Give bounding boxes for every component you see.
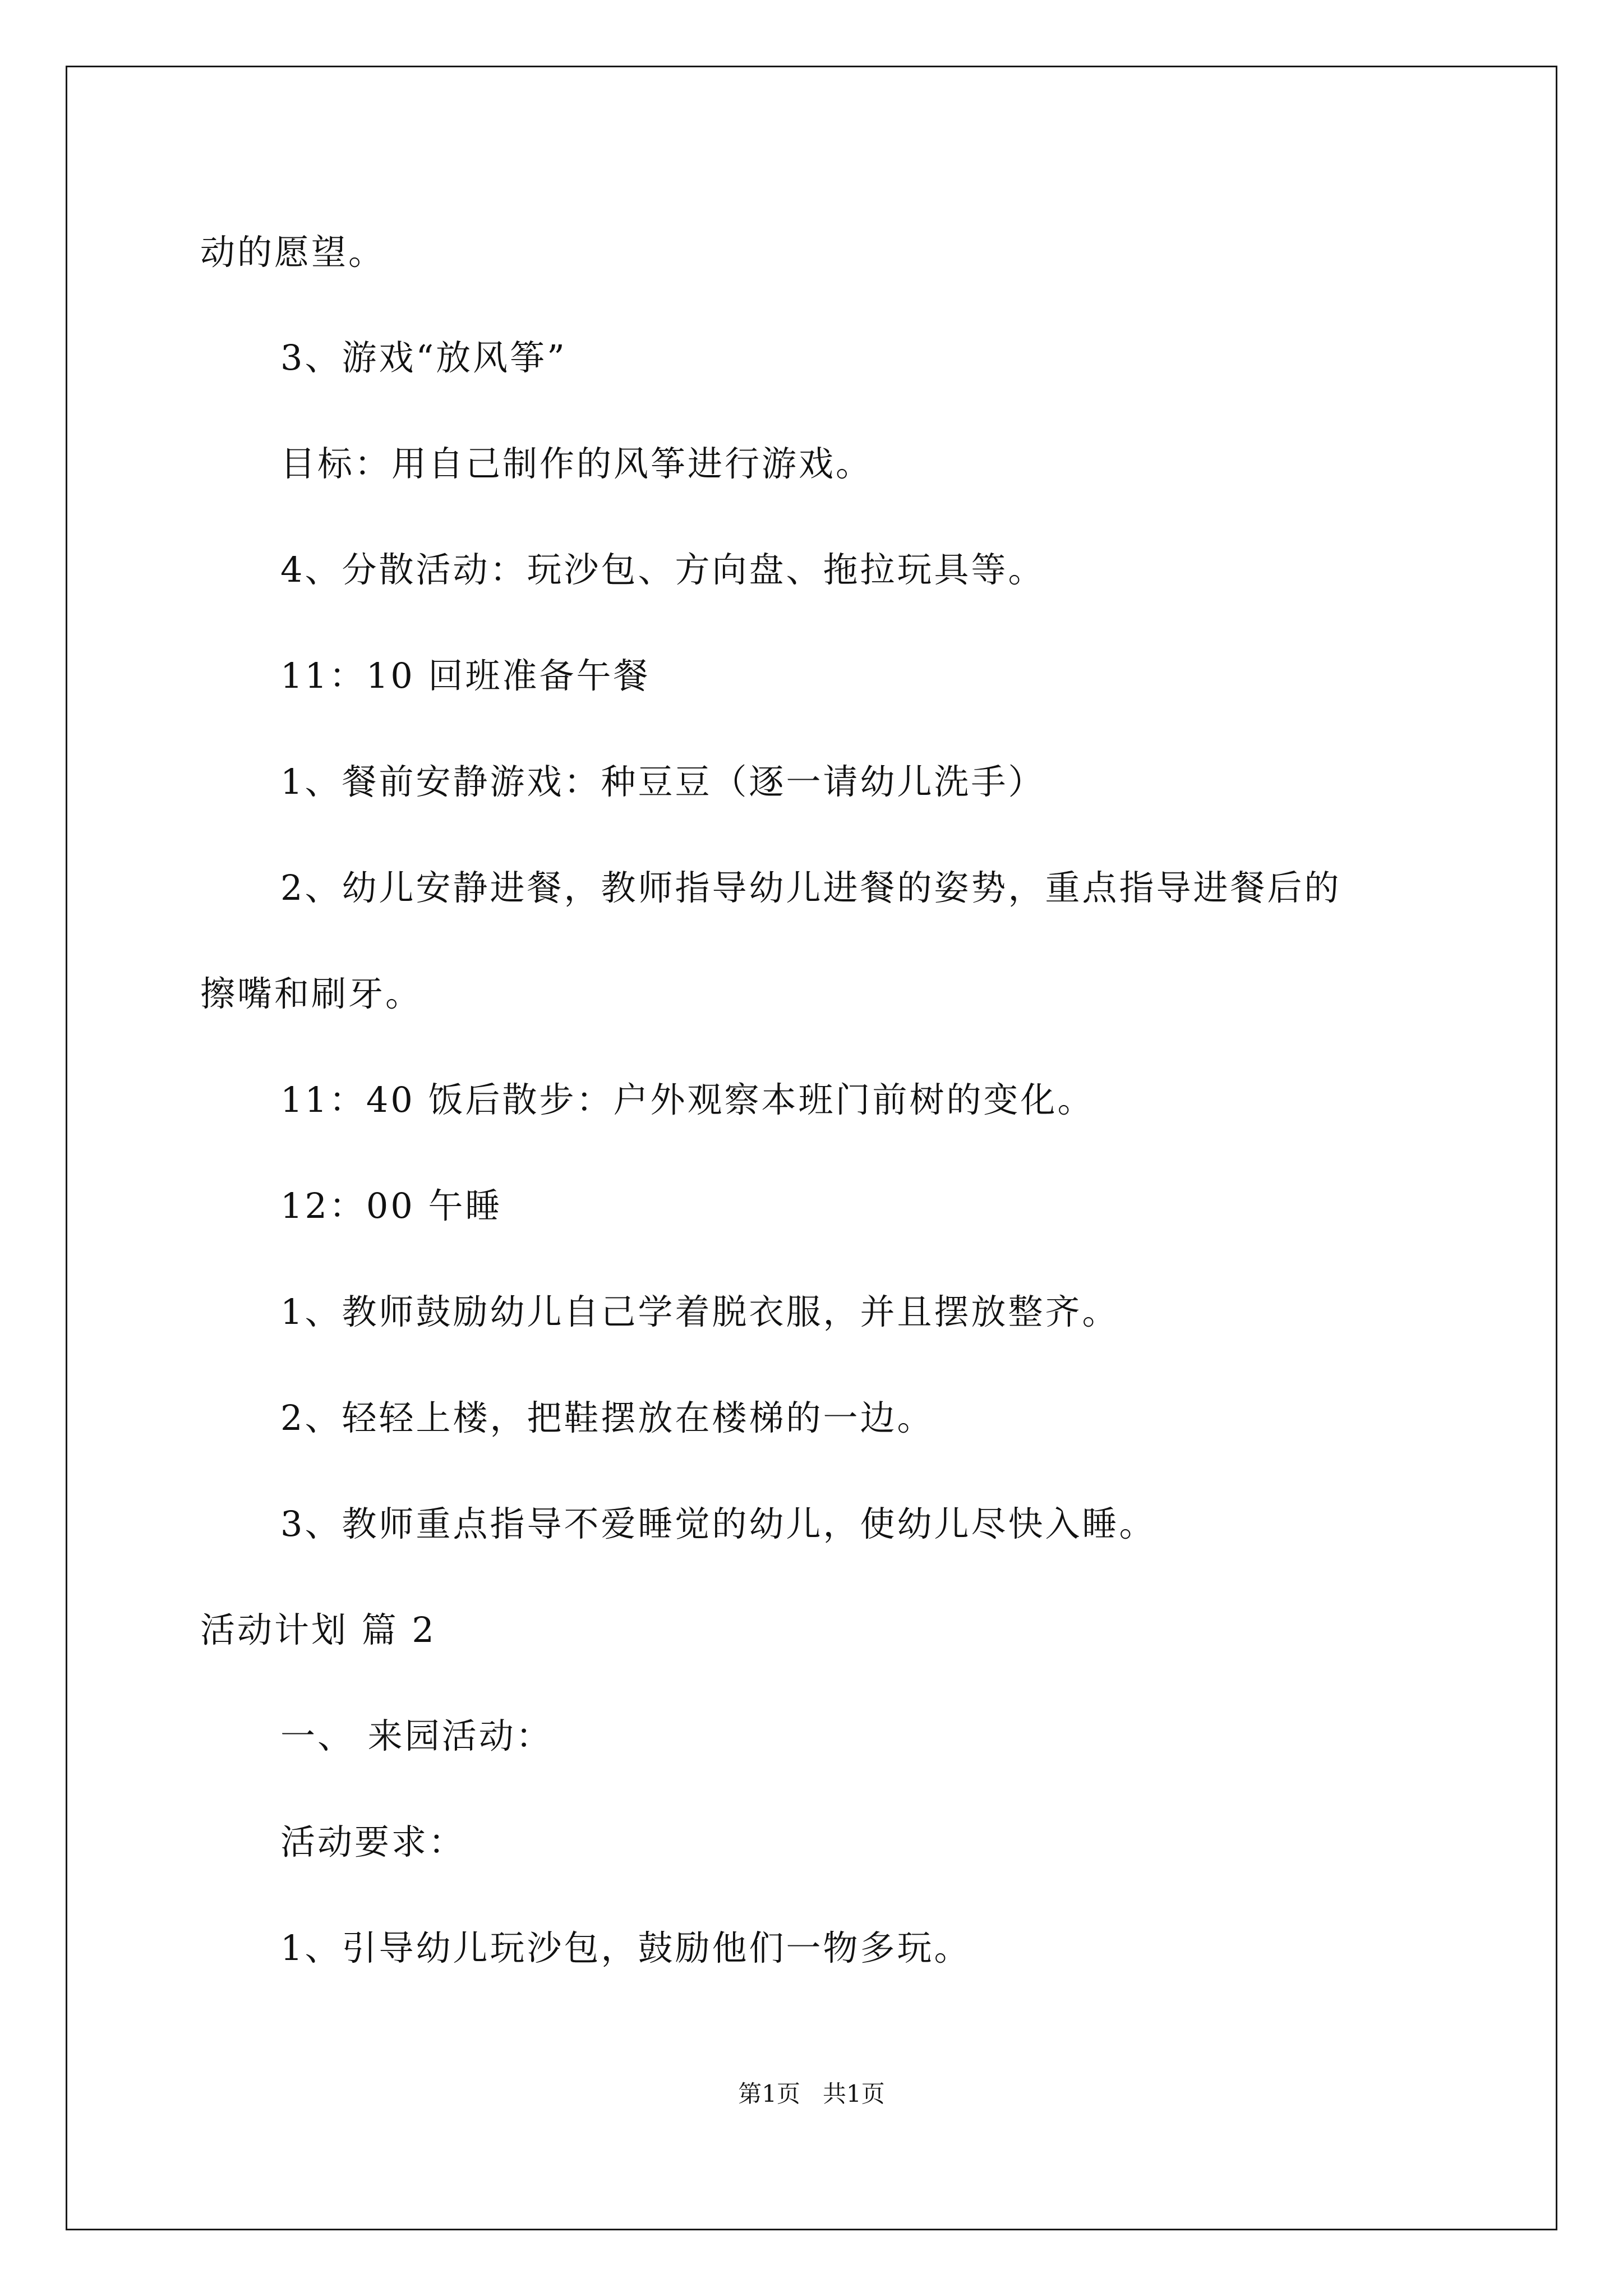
page-footer: 第1页 共1页 [738,2080,885,2108]
section-time-heading: 11：10 回班准备午餐 [280,655,651,696]
paragraph-line: 3、教师重点指导不爱睡觉的幼儿，使幼儿尽快入睡。 [280,1503,1156,1544]
paragraph-line: 2、轻轻上楼，把鞋摆放在楼梯的一边。 [280,1397,934,1438]
paragraph-line: 擦嘴和刷牙。 [200,973,423,1014]
section-time-heading: 11：40 饭后散步：户外观察本班门前树的变化。 [280,1079,1095,1120]
section-time-heading: 12：00 午睡 [280,1185,502,1226]
paragraph-line: 1、餐前安静游戏：种豆豆（逐一请幼儿洗手） [280,761,1045,802]
paragraph-line: 活动要求： [280,1821,466,1862]
paragraph-line: 2、幼儿安静进餐，教师指导幼儿进餐的姿势，重点指导进餐后的 [280,867,1341,908]
page-border [66,66,1557,2230]
paragraph-line: 4、分散活动：玩沙包、方向盘、拖拉玩具等。 [280,549,1045,590]
paragraph-line: 1、教师鼓励幼儿自己学着脱衣服，并且摆放整齐。 [280,1291,1119,1332]
paragraph-line: 3、游戏“放风筝” [280,337,567,378]
paragraph-line: 一、 来园活动： [280,1715,553,1756]
paragraph-line: 1、引导幼儿玩沙包，鼓励他们一物多玩。 [280,1927,971,1968]
paragraph-line: 目标：用自己制作的风筝进行游戏。 [280,443,873,484]
paragraph-line: 动的愿望。 [200,232,386,273]
section-title: 活动计划 篇 2 [200,1609,436,1650]
